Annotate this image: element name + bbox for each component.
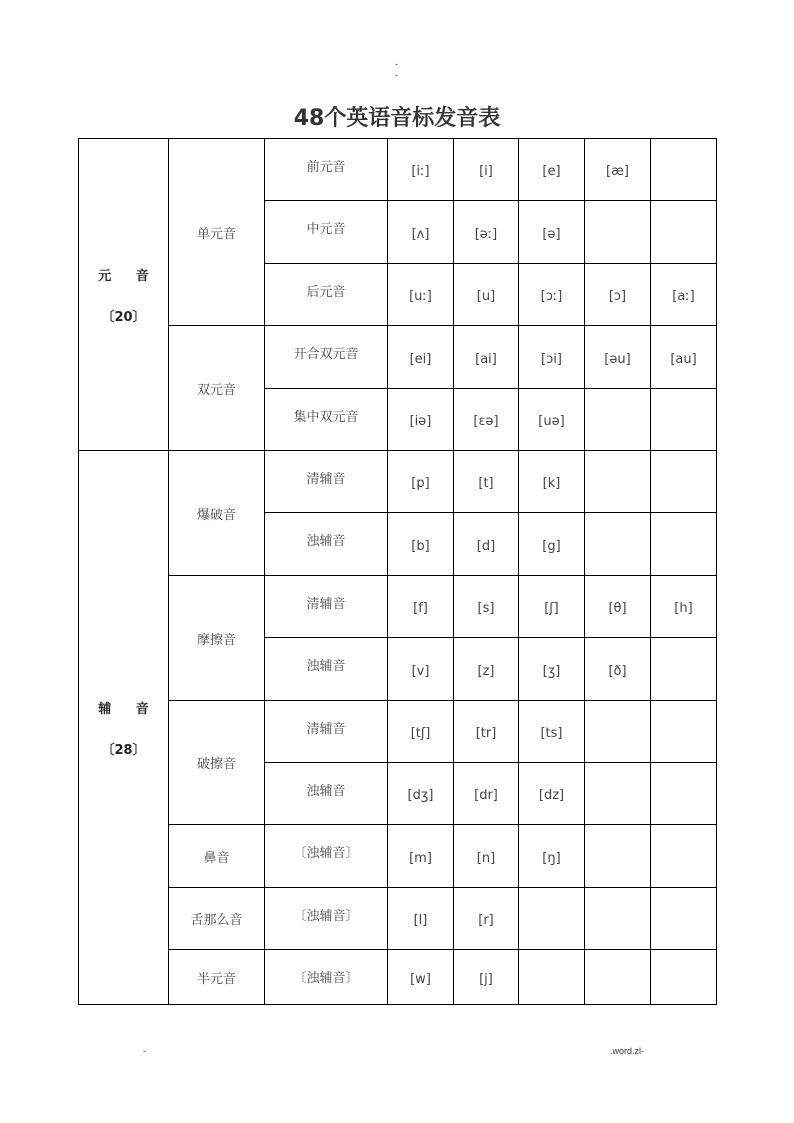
phonetic-symbol-cell	[651, 950, 717, 1005]
subgroup-label-cell: 浊辅音	[265, 513, 388, 576]
phonetic-symbol-cell: [ai]	[454, 326, 519, 389]
phonetic-symbol-cell	[585, 950, 651, 1005]
phonetic-symbol-cell: [εə]	[454, 389, 519, 451]
phonetic-symbol-cell: [ŋ]	[519, 825, 585, 888]
phonetic-symbol-cell	[651, 451, 717, 513]
table-row	[79, 576, 717, 638]
phonetic-symbol-cell: [ei]	[388, 326, 454, 389]
subgroup-label-cell: 清辅音	[265, 451, 388, 513]
phonetic-symbol-cell: [b]	[388, 513, 454, 576]
phonetic-symbol-cell	[651, 513, 717, 576]
header-mark-1: -	[395, 59, 398, 69]
phonetic-symbol-cell	[519, 888, 585, 950]
phonetic-symbol-cell	[651, 201, 717, 264]
phonetic-symbol-cell: [dz]	[519, 763, 585, 825]
phonetic-symbol-cell: [ɔ]	[585, 264, 651, 326]
group-name-cell: 摩擦音	[169, 576, 265, 701]
phonetic-symbol-cell	[585, 701, 651, 763]
consonant-category-label: 辅 音	[98, 701, 149, 717]
table-row	[79, 451, 717, 513]
phonetic-symbol-cell: [aː]	[651, 264, 717, 326]
phonetic-symbol-cell: [l]	[388, 888, 454, 950]
group-name-cell: 爆破音	[169, 451, 265, 576]
table-row	[79, 139, 717, 201]
phonetic-symbol-cell: [au]	[651, 326, 717, 389]
subgroup-label-cell: 清辅音	[265, 701, 388, 763]
phonetic-symbol-cell: [ts]	[519, 701, 585, 763]
phonetic-symbol-cell	[651, 701, 717, 763]
subgroup-label-cell: 后元音	[265, 264, 388, 326]
phonetic-symbol-cell	[651, 139, 717, 201]
phonetic-symbol-cell: [tʃ]	[388, 701, 454, 763]
phonetic-symbol-cell: [s]	[454, 576, 519, 638]
phonetic-symbol-cell: [r]	[454, 888, 519, 950]
footer-left: -	[143, 1046, 146, 1056]
phonetic-symbol-cell: [θ]	[585, 576, 651, 638]
phonetic-table	[78, 138, 717, 1005]
subgroup-label-cell: 浊辅音	[265, 763, 388, 825]
phonetic-symbol-cell: [i]	[454, 139, 519, 201]
phonetic-symbol-cell	[651, 763, 717, 825]
phonetic-symbol-cell: [dr]	[454, 763, 519, 825]
group-name-cell: 舌那么音	[169, 888, 265, 950]
subgroup-label-cell: 〔浊辅音〕	[265, 825, 388, 888]
table-row	[79, 326, 717, 389]
phonetic-symbol-cell: [ʃ]	[519, 576, 585, 638]
phonetic-symbol-cell: [æ]	[585, 139, 651, 201]
subgroup-label-cell: 浊辅音	[265, 638, 388, 701]
subgroup-label-cell: 前元音	[265, 139, 388, 201]
subgroup-label-cell: 集中双元音	[265, 389, 388, 451]
phonetic-symbol-cell: [n]	[454, 825, 519, 888]
phonetic-symbol-cell: [h]	[651, 576, 717, 638]
phonetic-symbol-cell	[585, 825, 651, 888]
group-name-cell: 破擦音	[169, 701, 265, 825]
phonetic-symbol-cell	[585, 513, 651, 576]
phonetic-symbol-cell: [k]	[519, 451, 585, 513]
footer-right: .word.zl-	[610, 1046, 645, 1056]
vowel-category-label: 元 音	[98, 268, 149, 284]
table-row	[79, 950, 717, 1005]
consonant-count: 〔28〕	[101, 742, 146, 758]
phonetic-symbol-cell	[585, 451, 651, 513]
phonetic-symbol-cell: [əː]	[454, 201, 519, 264]
phonetic-symbol-cell	[651, 888, 717, 950]
table-row	[79, 701, 717, 763]
phonetic-symbol-cell: [ə]	[519, 201, 585, 264]
header-mark-2: -	[395, 70, 398, 80]
phonetic-symbol-cell: [iə]	[388, 389, 454, 451]
phonetic-symbol-cell	[585, 201, 651, 264]
consonant-category-cell	[79, 451, 169, 1005]
subgroup-label-cell: 中元音	[265, 201, 388, 264]
phonetic-symbol-cell: [w]	[388, 950, 454, 1005]
phonetic-symbol-cell	[519, 950, 585, 1005]
phonetic-symbol-cell: [j]	[454, 950, 519, 1005]
phonetic-symbol-cell	[585, 888, 651, 950]
vowel-category-cell	[79, 139, 169, 451]
subgroup-label-cell: 清辅音	[265, 576, 388, 638]
phonetic-symbol-cell: [z]	[454, 638, 519, 701]
phonetic-symbol-cell: [u]	[454, 264, 519, 326]
phonetic-symbol-cell	[651, 389, 717, 451]
phonetic-symbol-cell: [d]	[454, 513, 519, 576]
phonetic-symbol-cell: [t]	[454, 451, 519, 513]
phonetic-symbol-cell: [e]	[519, 139, 585, 201]
phonetic-symbol-cell: [ɔi]	[519, 326, 585, 389]
phonetic-symbol-cell: [ð]	[585, 638, 651, 701]
phonetic-symbol-cell: [ɔː]	[519, 264, 585, 326]
subgroup-label-cell: 〔浊辅音〕	[265, 888, 388, 950]
group-name-cell: 鼻音	[169, 825, 265, 888]
phonetic-symbol-cell: [m]	[388, 825, 454, 888]
phonetic-symbol-cell	[651, 825, 717, 888]
group-name-cell: 单元音	[169, 139, 265, 326]
phonetic-symbol-cell: [p]	[388, 451, 454, 513]
phonetic-symbol-cell: [uː]	[388, 264, 454, 326]
phonetic-symbol-cell: [ʌ]	[388, 201, 454, 264]
phonetic-symbol-cell	[585, 763, 651, 825]
phonetic-symbol-cell: [ʒ]	[519, 638, 585, 701]
phonetic-symbol-cell: [uə]	[519, 389, 585, 451]
phonetic-symbol-cell	[651, 638, 717, 701]
subgroup-label-cell: 开合双元音	[265, 326, 388, 389]
group-name-cell: 双元音	[169, 326, 265, 451]
vowel-count: 〔20〕	[101, 309, 146, 325]
page-title: 48个英语音标发音表	[293, 106, 501, 131]
table-row	[79, 825, 717, 888]
table-row	[79, 888, 717, 950]
subgroup-label-cell: 〔浊辅音〕	[265, 950, 388, 1005]
phonetic-symbol-cell: [dʒ]	[388, 763, 454, 825]
phonetic-symbol-cell: [əu]	[585, 326, 651, 389]
phonetic-symbol-cell: [iː]	[388, 139, 454, 201]
phonetic-symbol-cell	[585, 389, 651, 451]
phonetic-symbol-cell: [tr]	[454, 701, 519, 763]
phonetic-symbol-cell: [g]	[519, 513, 585, 576]
phonetic-symbol-cell: [v]	[388, 638, 454, 701]
group-name-cell: 半元音	[169, 950, 265, 1005]
phonetic-symbol-cell: [f]	[388, 576, 454, 638]
